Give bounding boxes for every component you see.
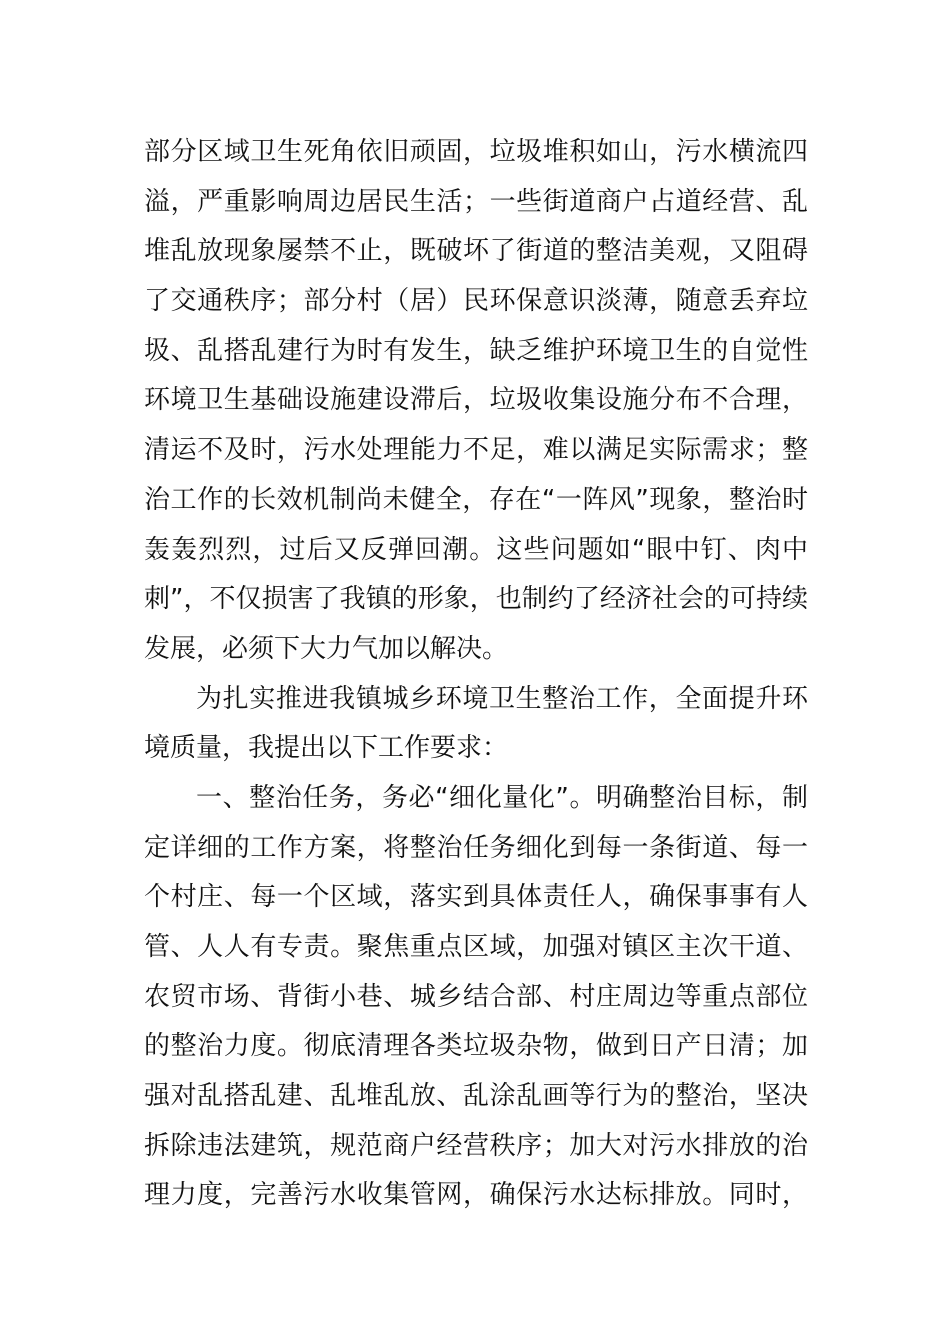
text-line: 部分区域卫生死角依旧顽固，垃圾堆积如山，污水横流四 xyxy=(144,137,808,167)
document-body xyxy=(144,128,808,1221)
text-line: 强对乱搭乱建、乱堆乱放、乱涂乱画等行为的整治，坚决 xyxy=(144,1081,808,1112)
text-line: 堆乱放现象屡禁不止，既破坏了街道的整洁美观，又阻碍 xyxy=(144,236,808,267)
text-line: 圾、乱搭乱建行为时有发生，缺乏维护环境卫生的自觉性 xyxy=(144,335,808,366)
text-line: 农贸市场、背街小巷、城乡结合部、村庄周边等重点部位 xyxy=(144,981,808,1012)
text-line: 轰轰烈烈，过后又反弹回潮。这些问题如“眼中钉、肉中 xyxy=(144,534,808,565)
text-line: 个村庄、每一个区域，落实到具体责任人，确保事事有人 xyxy=(144,882,808,913)
text-line: 定详细的工作方案，将整治任务细化到每一条街道、每一 xyxy=(144,832,808,863)
text-line: 的整治力度。彻底清理各类垃圾杂物，做到日产日清；加 xyxy=(144,1031,808,1062)
text-line: 为扎实推进我镇城乡环境卫生整治工作，全面提升环 xyxy=(196,683,808,714)
text-line: 发展，必须下大力气加以解决。 xyxy=(144,633,509,664)
text-line: 拆除违法建筑，规范商户经营秩序；加大对污水排放的治 xyxy=(144,1130,808,1161)
text-line: 境质量，我提出以下工作要求： xyxy=(144,733,509,764)
text-line: 理力度，完善污水收集管网，确保污水达标排放。同时， xyxy=(144,1180,808,1211)
text-line: 一、整治任务，务必“细化量化”。明确整治目标，制 xyxy=(196,782,808,813)
text-line: 溢，严重影响周边居民生活；一些街道商户占道经营、乱 xyxy=(144,186,808,217)
text-line: 刺”，不仅损害了我镇的形象，也制约了经济社会的可持续 xyxy=(144,584,808,615)
text-line: 管、人人有专责。聚焦重点区域，加强对镇区主次干道、 xyxy=(144,932,808,962)
text-line: 治工作的长效机制尚未健全，存在“一阵风”现象，整治时 xyxy=(144,484,808,515)
text-line: 清运不及时，污水处理能力不足，难以满足实际需求；整 xyxy=(144,435,808,466)
text-line: 环境卫生基础设施建设滞后，垃圾收集设施分布不合理， xyxy=(144,385,808,416)
text-line: 了交通秩序；部分村（居）民环保意识淡薄，随意丢弃垃 xyxy=(144,286,808,317)
